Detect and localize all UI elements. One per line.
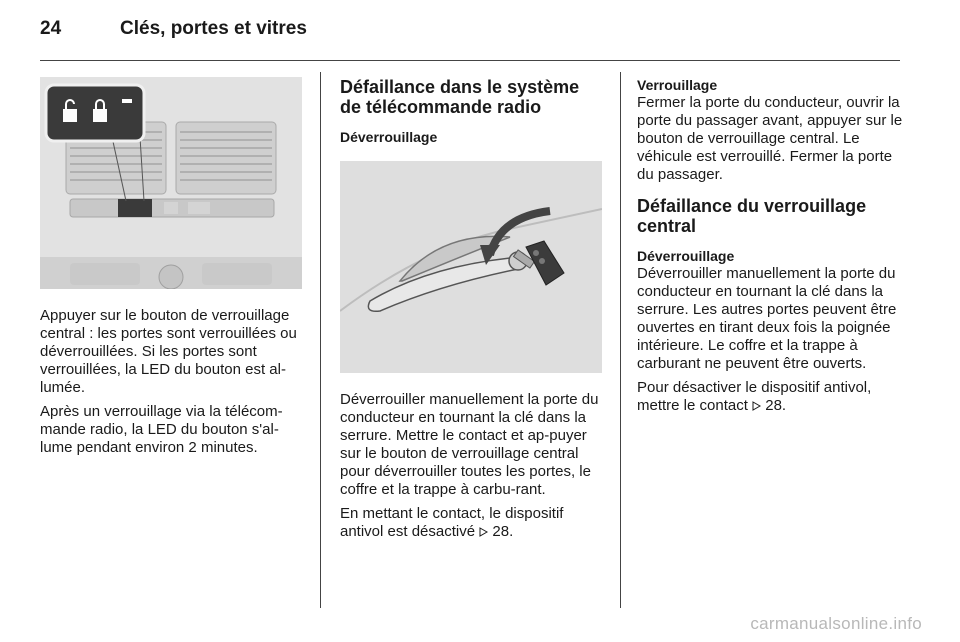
paragraph-text: Pour désactiver le dispositif antivol, mettre le contact — [637, 379, 872, 414]
paragraph — [340, 505, 605, 541]
column-divider — [320, 72, 321, 608]
paragraph: Déverrouiller manuellement la porte du conducteur en tournant la clé dans la serrure. Les autres portes peuvent être ouvertes en tirant deux fois la poignée intérieure. Le coffre et la trappe à carburant ne peuvent être ouverts. — [637, 265, 897, 372]
column-divider — [620, 72, 621, 608]
paragraph — [637, 379, 905, 415]
section-heading: Défaillance dans le système de télécommande radio — [340, 77, 580, 117]
header-divider — [40, 60, 900, 61]
page-reference-arrow-icon — [752, 401, 761, 411]
section-heading: Défaillance du verrouillage central — [637, 196, 867, 236]
figure-door-key-unlock — [340, 161, 602, 373]
page-reference-arrow-icon — [479, 527, 488, 537]
page-header — [40, 18, 307, 50]
column-1 — [40, 77, 304, 463]
page-number: 24 — [40, 18, 62, 39]
column-3 — [637, 77, 905, 421]
column-2 — [340, 77, 605, 547]
subheading: Déverrouillage — [637, 248, 735, 264]
paragraph: Déverrouiller manuellement la porte du conducteur en tournant la clé dans la serrure. Mettre le contact et ap-puyer sur le bouton de verrouillage central pour déverrouiller toutes les portes, le coffre et la trappe à carbu-rant. — [340, 391, 599, 498]
paragraph-text: En mettant le contact, le dispositif antivol est désactivé — [340, 505, 564, 540]
subheading: Verrouillage — [637, 77, 718, 93]
subheading: Déverrouillage — [340, 129, 438, 145]
paragraph: Après un verrouillage via la télécom-mande radio, la LED du bouton s'al-lume pendant environ 2 minutes. — [40, 403, 283, 456]
watermark: carmanualsonline.info — [750, 614, 922, 633]
paragraph: Appuyer sur le bouton de verrouillage central : les portes sont verrouillées ou déverrouillées. Si les portes sont verrouillées, la LED du bouton est al-lumée. — [40, 307, 297, 396]
chapter-title: Clés, portes et vitres — [120, 18, 307, 39]
figure-central-lock-button — [40, 77, 302, 289]
page-reference: 28. — [765, 397, 787, 414]
page-reference: 28. — [492, 523, 514, 540]
paragraph: Fermer la porte du conducteur, ouvrir la porte du passager avant, appuyer sur le bouton de verrouillage central. Le véhicule est verrouillé. Fermer la porte du passager. — [637, 94, 903, 183]
